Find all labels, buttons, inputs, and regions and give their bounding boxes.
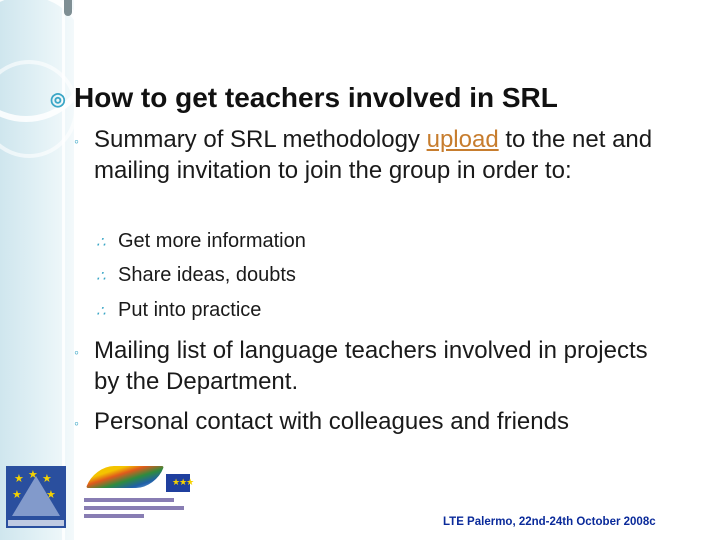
eu-programme-logo: ★ ★ ★ ★ ★ [6,466,66,528]
footer-text: LTE Palermo, 22nd-24th October 2008c [443,516,656,528]
eu-flag-icon: ★★★ [166,474,190,492]
circle-bullet-icon: ◦ [74,344,79,360]
bullet-icon: ◎ [50,89,66,110]
circle-bullet-icon: ◦ [74,415,79,431]
upload-link[interactable]: upload [426,126,499,153]
slide-heading [50,82,558,114]
heading-text: How to get teachers involved in SRL [74,82,558,113]
italic-bullet-icon: ∴ [96,303,106,320]
bullet-text: Mailing list of language teachers involved in projects by the Department. [94,337,648,395]
sub-bullet-item: ∴ Put into practice [96,299,262,321]
education-culture-logo [84,464,196,528]
bullet-text: Personal contact with colleagues and friends [94,408,569,435]
italic-bullet-icon: ∴ [96,268,106,285]
italic-bullet-icon: ∴ [96,234,106,251]
sub-bullet-item: ∴ Share ideas, doubts [96,264,296,286]
decorative-stroke [64,0,72,16]
bullet-mailing-list [76,335,676,397]
bullet-personal-contact [76,406,676,437]
bullet-text: Summary of SRL methodology upload to the net and mailing invitation to join the group in order to: [94,126,653,184]
bullet-summary [76,124,676,186]
color-waves-graphic [86,466,164,488]
circle-bullet-icon: ◦ [74,133,79,149]
sub-bullet-item: ∴ Get more information [96,230,306,252]
